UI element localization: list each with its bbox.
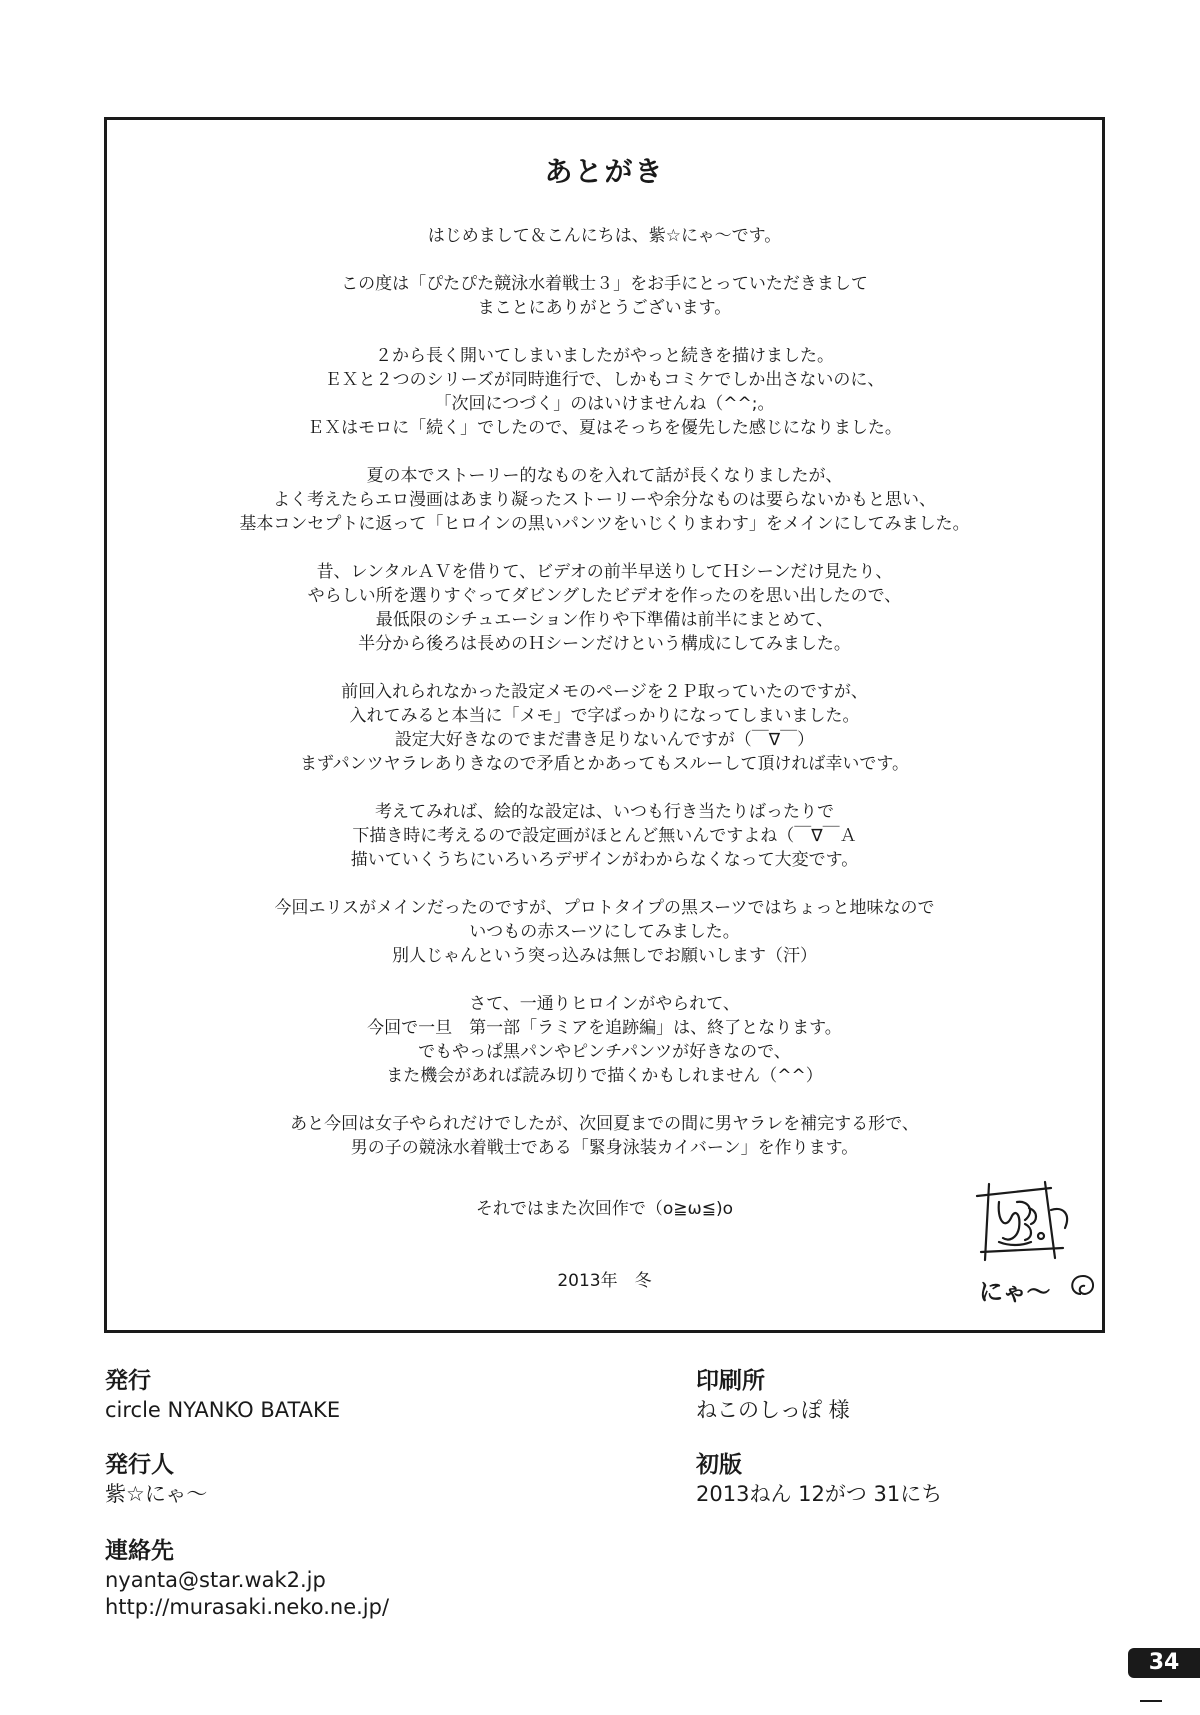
afterword-line: 入れてみると本当に「メモ」で字ばっかりになってしまいました。 [349, 706, 860, 726]
afterword-line: 別人じゃんという突っ込みは無しでお願いします（汗） [392, 946, 817, 966]
afterword-line: 前回入れられなかった設定メモのページを２Ｐ取っていたのですが、 [341, 682, 868, 702]
afterword-paragraph [127, 272, 1082, 320]
afterword-line: さて、一通りヒロインがやられて、 [469, 994, 740, 1014]
publisher-value: circle NYANKO BATAKE [105, 1398, 341, 1422]
afterword-line: よく考えたらエロ漫画はあまり凝ったストーリーや余分なものは要らないかもと思い、 [273, 490, 936, 510]
page-number: 34 [1128, 1648, 1200, 1678]
afterword-line: ＥＸはモロに「続く」でしたので、夏はそっちを優先した感じになりました。 [307, 418, 902, 438]
printer-value: ねこのしっぽ 様 [696, 1398, 850, 1422]
afterword-paragraph [127, 800, 1082, 872]
contact-url: http://murasaki.neko.ne.jp/ [105, 1595, 390, 1619]
afterword-line: 夏の本でストーリー的なものを入れて話が長くなりましたが、 [366, 466, 843, 486]
date-line: 2013年 冬 [557, 1271, 652, 1291]
afterword-line: 半分から後ろは長めのＨシーンだけという構成にしてみました。 [358, 634, 851, 654]
afterword-line: でもやっぱ黒パンやピンチパンツが好きなので、 [418, 1042, 791, 1062]
afterword-paragraph [127, 344, 1082, 440]
afterword-line: 下描き時に考えるので設定画がほとんど無いんですよね（￣∇￣Ａ [352, 826, 857, 846]
printer-label: 印刷所 [696, 1368, 765, 1394]
signature-stamp [959, 1172, 1109, 1312]
colophon-publisher [105, 1368, 340, 1424]
afterword-title: あとがき [544, 155, 665, 188]
afterword-line: 今回エリスがメインだったのですが、プロトタイプの黒スーツではちょっと地味なので [274, 898, 935, 918]
afterword-box [104, 117, 1105, 1333]
afterword-line: 設定大好きなのでまだ書き足りないんですが（￣∇￣） [394, 730, 815, 750]
afterword-line: 基本コンセプトに返って「ヒロインの黒いパンツをいじくりまわす」をメインにしてみました。 [239, 514, 970, 534]
afterword-line: はじめまして＆こんにちは、紫☆にゃ～です。 [427, 226, 782, 246]
issuer-value: 紫☆にゃ～ [105, 1482, 208, 1506]
afterword-line: この度は「ぴたぴた競泳水着戦士３」をお手にとっていただきまして [341, 274, 868, 294]
svg-text:にゃ～: にゃ～ [979, 1278, 1051, 1306]
colophon-printer [696, 1368, 850, 1424]
colophon-issuer [105, 1452, 207, 1508]
afterword-paragraph [127, 992, 1082, 1088]
afterword-line: また機会があれば読み切りで描くかもしれません（^^） [386, 1066, 823, 1086]
colophon-contact [105, 1538, 389, 1621]
contact-email: nyanta@star.wak2.jp [105, 1568, 326, 1592]
afterword-paragraph [127, 464, 1082, 536]
closing-line: それではまた次回作で（o≧ω≦)o [475, 1199, 734, 1219]
afterword-line: 「次回につづく」のはいけませんね（^^;。 [434, 394, 775, 414]
colophon-first-edition [696, 1452, 942, 1508]
first-edition-value: 2013ねん 12がつ 31にち [696, 1482, 943, 1506]
first-edition-label: 初版 [696, 1452, 742, 1478]
afterword-paragraph [127, 560, 1082, 656]
afterword-line: ２から長く開いてしまいましたがやっと続きを描けました。 [375, 346, 834, 366]
publisher-label: 発行 [105, 1368, 151, 1394]
afterword-paragraph [127, 680, 1082, 776]
issuer-label: 発行人 [105, 1452, 174, 1478]
afterword-line: 男の子の競泳水着戦士である「緊身泳装カイバーン」を作ります。 [350, 1138, 859, 1158]
afterword-body [127, 224, 1082, 1184]
afterword-line: まことにありがとうございます。 [477, 298, 732, 318]
afterword-line: 最低限のシチュエーション作りや下準備は前半にまとめて、 [375, 610, 834, 630]
afterword-line: 考えてみれば、絵的な設定は、いつも行き当たりばったりで [375, 802, 834, 822]
afterword-paragraph [127, 896, 1082, 968]
contact-label: 連絡先 [105, 1538, 174, 1564]
afterword-line: やらしい所を選りすぐってダビングしたビデオを作ったのを思い出したので、 [307, 586, 902, 606]
afterword-line: 今回で一旦 第一部「ラミアを追跡編」は、終了となります。 [367, 1018, 842, 1038]
afterword-paragraph [127, 224, 1082, 248]
afterword-line: 昔、レンタルＡＶを借りて、ビデオの前半早送りしてＨシーンだけ見たり、 [316, 562, 893, 582]
afterword-line: まずパンツヤラレありきなので矛盾とかあってもスルーして頂ければ幸いです。 [299, 754, 910, 774]
afterword-line: ＥＸと２つのシリーズが同時進行で、しかもコミケでしか出さないのに、 [324, 370, 885, 390]
afterword-line: あと今回は女子やられだけでしたが、次回夏までの間に男ヤラレを補完する形で、 [290, 1114, 919, 1134]
afterword-line: 描いていくうちにいろいろデザインがわからなくなって大変です。 [350, 850, 859, 870]
afterword-line: いつもの赤スーツにしてみました。 [469, 922, 740, 942]
afterword-paragraph [127, 1112, 1082, 1160]
